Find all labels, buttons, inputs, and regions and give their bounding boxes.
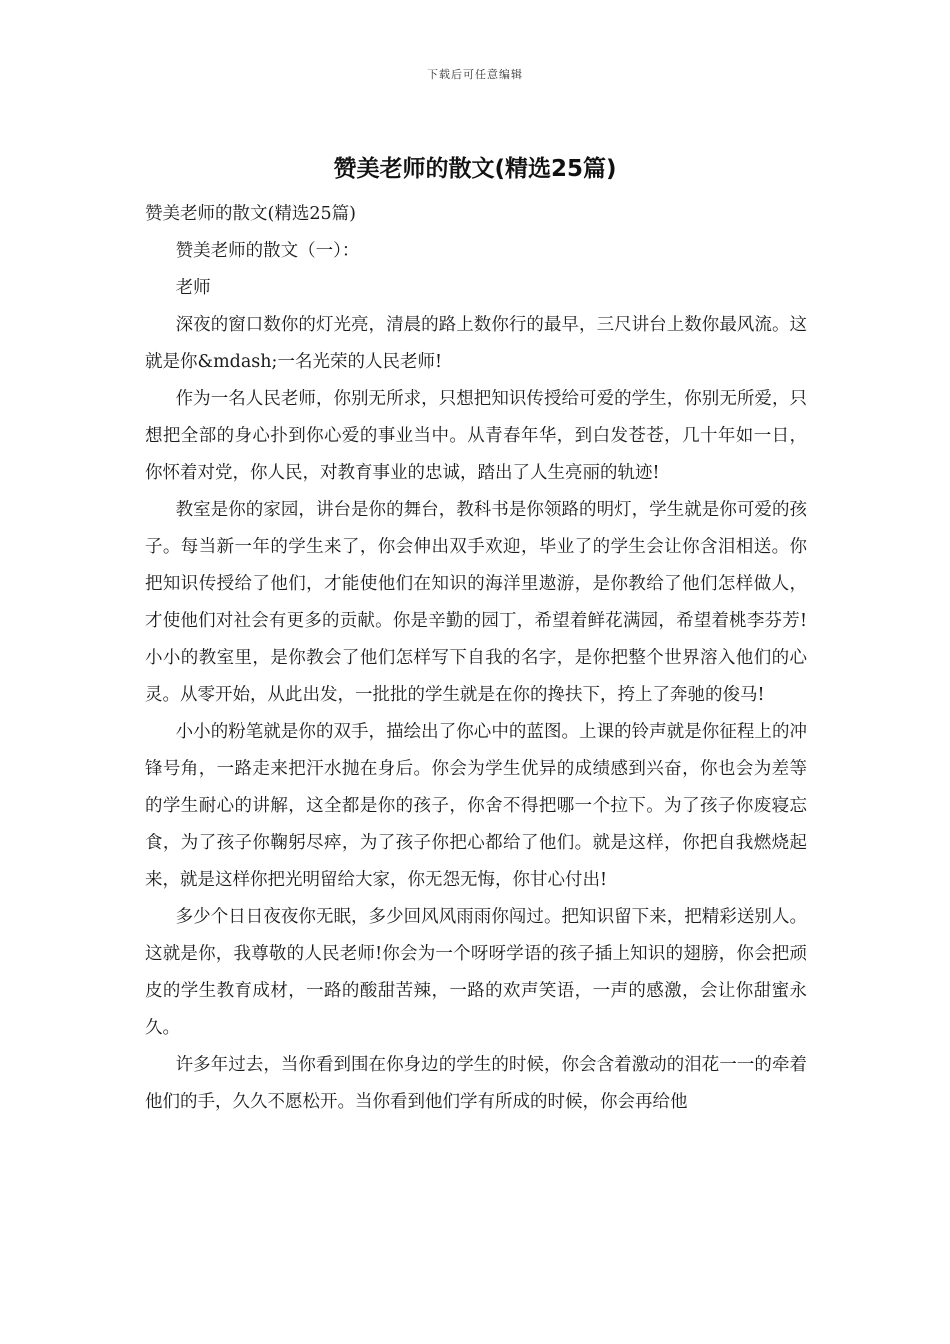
document-title: 赞美老师的散文(精选25篇) bbox=[333, 156, 617, 182]
paragraph: 教室是你的家园，讲台是你的舞台，教科书是你领路的明灯，学生就是你可爱的孩子。每当新一年的学生来了，你会伸出双手欢迎，毕业了的学生会让你含泪相送。你把知识传授给了他们，才能使他们在知识的海洋里遨游，是你教给了他们怎样做人，才使他们对社会有更多的贡献。你是辛勤的园丁，希望着鲜花满园，希望着桃李芬芳!小小的教室里，是你教会了他们怎样写下自我的名字，是你把整个世界溶入他们的心灵。从零开始，从此出发，一批批的学生就是在你的搀扶下，挎上了奔驰的俊马! bbox=[145, 500, 807, 705]
section-heading: 赞美老师的散文（一）： bbox=[175, 241, 360, 261]
paragraph: 多少个日日夜夜你无眠，多少回风风雨雨你闯过。把知识留下来，把精彩送别人。这就是你，我尊敬的人民老师!你会为一个呀呀学语的孩子插上知识的翅膀，你会把顽皮的学生教育成材，一路的酸甜苦辣，一路的欢声笑语，一声的感激，会让你甜蜜永久。 bbox=[145, 907, 807, 1038]
paragraph: 深夜的窗口数你的灯光亮，清晨的路上数你行的最早，三尺讲台上数你最风流。这就是你&mdash;一名光荣的人民老师! bbox=[145, 315, 807, 372]
paragraph: 小小的粉笔就是你的双手，描绘出了你心中的蓝图。上课的铃声就是你征程上的冲锋号角，一路走来把汗水抛在身后。你会为学生优异的成绩感到兴奋，你也会为差等的学生耐心的讲解，这全都是你的孩子，你舍不得把哪一个拉下。为了孩子你废寝忘食，为了孩子你鞠躬尽瘁，为了孩子你把心都给了他们。就是这样，你把自我燃烧起来，就是这样你把光明留给大家，你无怨无悔，你甘心付出! bbox=[145, 722, 807, 890]
poem-title: 老师 bbox=[175, 278, 211, 298]
paragraph: 许多年过去，当你看到围在你身边的学生的时候，你会含着激动的泪花一一的牵着他们的手，久久不愿松开。当你看到他们学有所成的时候，你会再给他 bbox=[145, 1055, 807, 1112]
paragraph: 作为一名人民老师，你别无所求，只想把知识传授给可爱的学生，你别无所爱，只想把全部的身心扑到你心爱的事业当中。从青春年华，到白发苍苍，几十年如一日，你怀着对党，你人民，对教育事业的忠诚，踏出了人生亮丽的轨迹! bbox=[145, 389, 807, 483]
header-note: 下载后可任意编辑 bbox=[427, 68, 523, 81]
document-subtitle: 赞美老师的散文(精选25篇) bbox=[145, 204, 356, 224]
document-body bbox=[145, 196, 807, 1121]
